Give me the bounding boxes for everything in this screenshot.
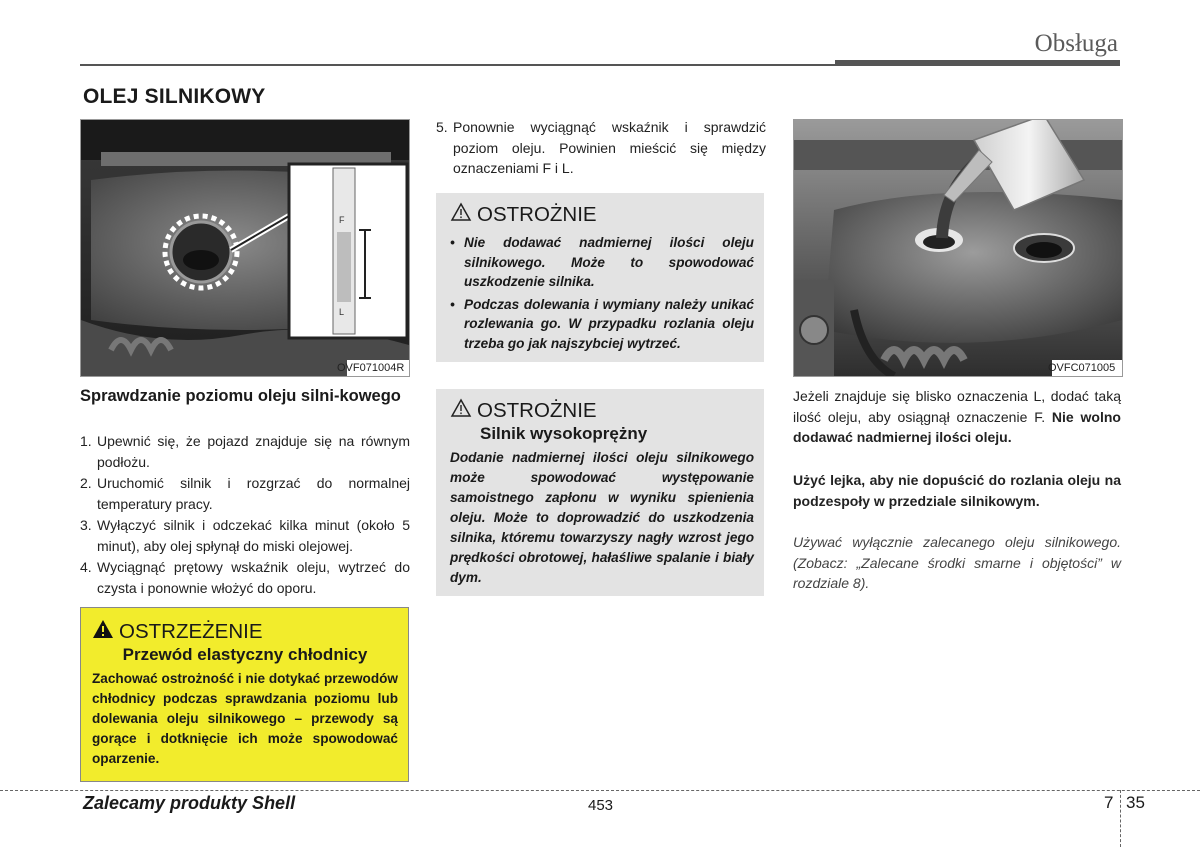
caution1-bullets — [450, 233, 754, 353]
step-3: 3. Wyłączyć silnik i odczekać kilka minut (około 5 minut), aby olej spłynął do miski olejowej. — [80, 517, 410, 554]
step-2: 2. Uruchomić silnik i rozgrzać do normalnej temperatury pracy. — [80, 475, 410, 512]
warning-triangle-icon — [92, 619, 114, 645]
caution1-title-row — [450, 203, 754, 227]
step-4: 4. Wyciągnąć prętowy wskaźnik oleju, wytrzeć do czysta i ponownie włożyć do oporu. — [80, 559, 410, 596]
footer-rule — [0, 790, 1200, 791]
caution-box-1 — [436, 193, 764, 362]
caution1-bullet-1: • Nie dodawać nadmiernej ilości oleju silnikowego. Może to spowodować uszkodzenie silnika. — [450, 233, 754, 292]
caution2-title: OSTROŻNIE — [477, 399, 597, 422]
step-5: 5. Ponownie wyciągnąć wskaźnik i sprawdzić poziom oleju. Powinien mieścić się między oznaczeniami F i L. — [436, 119, 766, 176]
caution2-title-row — [450, 399, 754, 423]
footer-brand: Zalecamy produkty Shell — [83, 793, 296, 813]
engine-dipstick-photo — [80, 119, 410, 377]
footer-divider — [1120, 790, 1121, 847]
footer-chapter: 7 — [1104, 793, 1114, 812]
caution-triangle-icon — [450, 398, 472, 424]
section-title: Obsługa — [1034, 30, 1118, 57]
caution-triangle-icon — [450, 202, 472, 228]
dipstick-mark-f: F — [339, 215, 345, 225]
steps-list-left — [80, 431, 410, 598]
warning-subtitle: Przewód elastyczny chłodnicy — [122, 645, 368, 664]
oil-pouring-photo — [793, 119, 1123, 377]
footer-page-number: 453 — [588, 797, 614, 814]
paragraph-funnel: Użyć lejka, aby nie dopuścić do rozlania oleju na podzespoły w przedziale silnikowym. — [793, 472, 1121, 509]
caution1-bullet-2: • Podczas dolewania i wymiany należy unikać rozlewania go. W przypadku rozlania oleju trzeba go jak najszybciej wytrzeć. — [450, 295, 754, 354]
photo-code-right: OVFC071005 — [1048, 362, 1116, 374]
caution1-title: OSTROŻNIE — [477, 203, 597, 226]
caution2-subtitle: Silnik wysokoprężny — [480, 424, 648, 443]
caution2-body: Dodanie nadmiernej ilości oleju silnikowego może spowodować występowanie samoistnego zapłonu w wyniku spienienia oleju. Może to doprowadzić do uszkodzenia silnika, któremu towarzyszy nagły wzrost jego prędkości obrotowej, hałaśliwe spalanie i biały dym. — [450, 450, 754, 585]
warning-title: OSTRZEŻENIE — [119, 620, 263, 643]
header-rule-accent — [835, 60, 1120, 66]
warning-body: Zachować ostrożność i nie dotykać przewodów chłodnicy podczas sprawdzania poziomu lub dolewania oleju silnikowego – przewody są gorące i dotknięcie ich może spowodować oparzenie. — [92, 671, 398, 766]
steps-list-middle — [436, 117, 766, 179]
footer-chapter-page: 35 — [1126, 793, 1145, 812]
checking-heading: Sprawdzanie poziomu oleju silni-kowego — [80, 387, 401, 405]
page-heading: OLEJ SILNIKOWY — [83, 85, 266, 108]
caution-box-2 — [436, 389, 764, 596]
photo-code-left: OVF071004R — [337, 362, 405, 374]
paragraph-add-oil: Jeżeli znajduje się blisko oznaczenia L, dodać taką ilość oleju, aby osiągnął oznaczenie F. Nie wolno dodawać nadmiernej ilości oleju. — [793, 388, 1121, 445]
step-1: 1. Upewnić się, że pojazd znajduje się na równym podłożu. — [80, 433, 410, 470]
warning-title-row — [92, 620, 398, 644]
dipstick-mark-l: L — [339, 307, 345, 317]
paragraph-recommended-oil: Używać wyłącznie zalecanego oleju silnikowego. (Zobacz: „Zalecane środki smarne i objętości” w rozdziale 8). — [793, 534, 1121, 591]
warning-box — [80, 607, 409, 782]
